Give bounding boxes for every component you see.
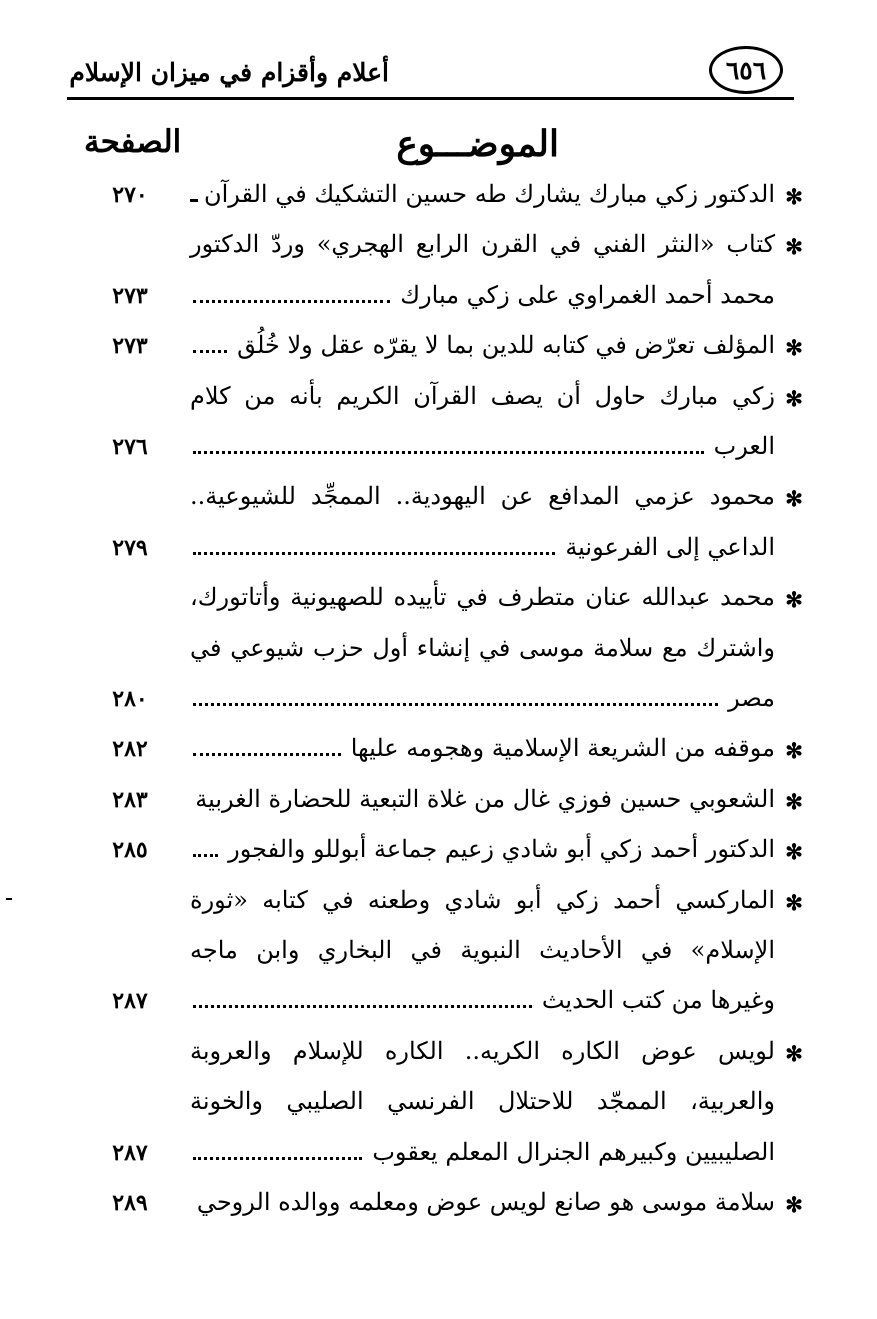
toc-entry-text: محمد أحمد الغمراوي على زكي مبارك — [400, 280, 775, 309]
toc-entry-text: الإسلام» في الأحاديث النبوية في البخاري وابن ماجه — [190, 936, 775, 964]
toc-page-number: ٢٧٩ — [112, 534, 148, 561]
running-title: أعلام وأقزام في ميزان الإسلام — [69, 58, 389, 87]
bullet-asterisk-icon: ✻ — [785, 587, 803, 613]
toc-line — [0, 1186, 877, 1236]
toc-page-number: ٢٧٦ — [112, 434, 148, 460]
toc-page-number: ٢٨٢ — [112, 736, 148, 763]
page-number: ٦٥٦ — [709, 46, 783, 94]
toc-line — [0, 581, 877, 631]
toc-line — [0, 934, 877, 984]
toc-entry-text: الدكتور أحمد زكي أبو شادي زعيم جماعة أبوللو والفجور — [228, 835, 775, 864]
toc-line — [0, 279, 877, 329]
toc-page-number: ٢٨٧ — [112, 1139, 148, 1166]
bullet-asterisk-icon: ✻ — [785, 1192, 803, 1217]
toc-entry-text: سلامة موسى هو صانع لويس عوض ومعلمه ووالده الروحي — [196, 1188, 775, 1216]
toc-line — [0, 783, 877, 833]
toc-page-number: ٢٨٥ — [112, 837, 148, 864]
toc-line — [0, 632, 877, 682]
toc-entry-text: لويس عوض الكاره الكريه.. الكاره للإسلام والعروبة — [190, 1036, 775, 1065]
toc-entry-text: محمد عبدالله عنان متطرف في تأييده للصهيونية وأتاتورك، — [190, 583, 775, 612]
topic-column-heading: الموضـــوع — [396, 123, 559, 165]
toc-entry-text: العرب — [713, 432, 775, 460]
dot-leader — [193, 543, 555, 555]
toc-line — [0, 430, 877, 480]
toc-line — [0, 228, 877, 278]
toc-line — [0, 329, 877, 379]
dot-leader — [193, 996, 532, 1008]
toc-page-number: ٢٧٣ — [112, 282, 148, 309]
dot-leader — [193, 1148, 362, 1160]
toc-line — [0, 682, 877, 732]
toc-page-number: ٢٨٩ — [112, 1190, 148, 1216]
toc-entry-text: مصر — [728, 684, 775, 712]
toc-page-number: ٢٨٠ — [112, 686, 148, 712]
toc-line — [0, 380, 877, 430]
toc-line — [0, 833, 877, 883]
toc-entry-text: واشترك مع سلامة موسى في إنشاء أول حزب شيوعي في — [190, 633, 775, 662]
toc-line — [0, 1035, 877, 1085]
toc-page-number: ٢٧٣ — [112, 333, 148, 360]
dot-leader — [193, 694, 718, 706]
dot-leader — [193, 341, 227, 353]
bullet-asterisk-icon: ✻ — [785, 1040, 803, 1066]
toc-entry-text: كتاب «النثر الفني في القرن الرابع الهجري» وردّ الدكتور — [190, 230, 775, 259]
page-column-heading: الصفحة — [84, 124, 182, 160]
toc-page-number: ٢٨٧ — [112, 988, 148, 1015]
toc-line — [0, 1136, 877, 1186]
toc-page-number: ٢٨٣ — [112, 786, 148, 813]
bullet-asterisk-icon: ✻ — [785, 335, 803, 361]
bullet-asterisk-icon: ✻ — [785, 234, 803, 260]
dot-leader — [193, 845, 218, 857]
bullet-asterisk-icon: ✻ — [785, 889, 803, 915]
toc-entry-text: وغيرها من كتب الحديث — [541, 986, 775, 1015]
dot-leader — [193, 190, 194, 202]
header-rule — [67, 97, 794, 100]
toc-line — [0, 480, 877, 530]
toc-page-number: ٢٧٠ — [112, 182, 148, 208]
toc-line — [0, 178, 877, 228]
toc-entry-text: والعربية، الممجّد للاحتلال الفرنسي الصليبي والخونة — [190, 1087, 775, 1116]
toc-entry-text: الماركسي أحمد زكي أبو شادي وطعنه في كتابه «ثورة — [190, 885, 775, 914]
toc-entry-text: زكي مبارك حاول أن يصف القرآن الكريم بأنه من كلام — [190, 381, 775, 410]
toc-line — [0, 884, 877, 934]
toc-entry-text: موقفه من الشريعة الإسلامية وهجومه عليها — [350, 734, 775, 763]
bullet-asterisk-icon: ✻ — [785, 738, 803, 764]
bullet-asterisk-icon: ✻ — [785, 839, 803, 865]
toc-line — [0, 984, 877, 1034]
toc-line — [0, 531, 877, 581]
toc-entry-text: الداعي إلى الفرعونية — [565, 532, 775, 561]
margin-mark — [6, 898, 12, 900]
toc-entry-text: الصليبيين وكبيرهم الجنرال المعلم يعقوب — [372, 1137, 775, 1166]
toc-entry-text: الدكتور زكي مبارك يشارك طه حسين التشكيك في القرآن — [203, 180, 775, 208]
toc-entry-text: المؤلف تعرّض في كتابه للدين بما لا يقرّه عقل ولا خُلُق — [237, 331, 775, 360]
bullet-asterisk-icon: ✻ — [785, 486, 803, 512]
dot-leader — [193, 744, 341, 756]
dot-leader — [193, 291, 390, 303]
toc-line — [0, 1085, 877, 1135]
toc-line — [0, 732, 877, 782]
bullet-asterisk-icon: ✻ — [785, 184, 803, 209]
toc-entry-text: الشعوبي حسين فوزي غال من غلاة التبعية للحضارة الغربية — [195, 784, 775, 813]
toc-entry-text: محمود عزمي المدافع عن اليهودية.. الممجِّد للشيوعية.. — [190, 482, 775, 511]
bullet-asterisk-icon: ✻ — [785, 788, 803, 814]
bullet-asterisk-icon: ✻ — [785, 385, 803, 411]
dot-leader — [193, 442, 704, 454]
